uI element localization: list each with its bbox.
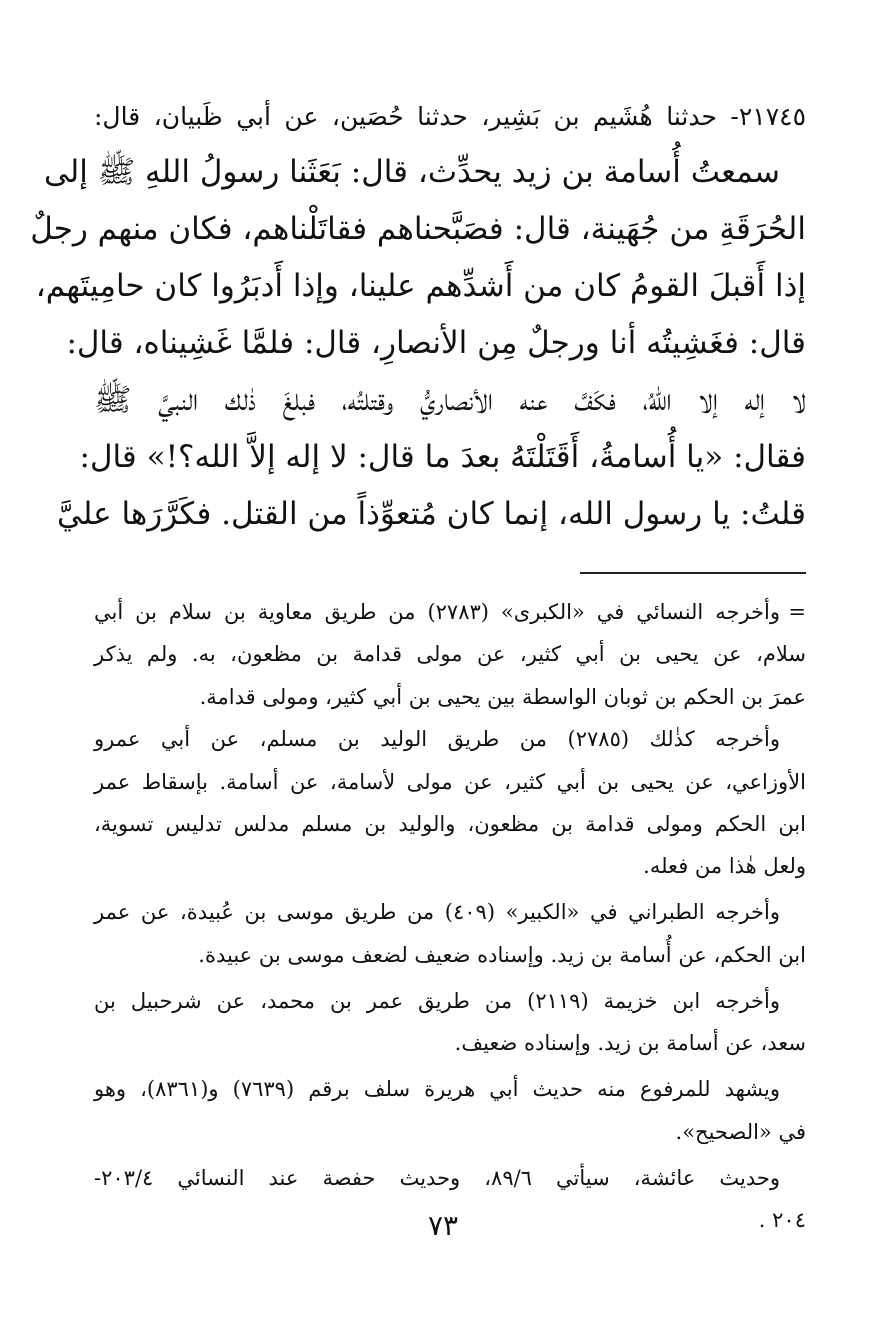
footnote-line: سلام، عن يحيى بن أبي كثير، عن مولى قدامة بن مظعون، به. ولم يذكر <box>94 642 806 667</box>
footnotes <box>94 592 806 1242</box>
footnote-line <box>94 592 806 632</box>
footnote-line: وحديث عائشة، سيأتي ٨٩/٦، وحديث حفصة عند النسائي ٢٠٣/٤- <box>94 1165 780 1190</box>
hadith-line: سمعتُ أُسامة بن زيد يحدِّث، قال: بَعَثَنا رسولُ اللهِ ﷺ إلى <box>43 154 780 190</box>
footnote-line: وأخرجه كذٰلك (٢٧٨٥) من طريق الوليد بن مسلم، عن أبي عمرو <box>94 727 780 752</box>
footnote-line: ويشهد للمرفوع منه حديث أبي هريرة سلف برقم (٧٦٣٩) و(٨٣٦١)، وهو <box>94 1077 780 1102</box>
hadith-line: إذا أَقبلَ القومُ كان من أَشدِّهم علينا، وإذا أَدبَرُوا كان حامِيتَهم، <box>35 268 806 304</box>
hadith-line: قال: فغَشِيتُه أنا ورجلٌ مِن الأنصارِ، قال: فلمَّا غَشِيناه، قال: <box>66 325 806 361</box>
hadith-heading: ٢١٧٤٥- حدثنا هُشَيم بن بَشِير، حدثنا حُصَين، عن أبي ظَبيان، قال: <box>94 102 806 131</box>
footnote-line-text: وأخرجه النسائي في «الكبرى» (٢٧٨٣) من طريق معاوية بن سلام بن أبي <box>94 600 780 624</box>
footnote-line: وأخرجه ابن خزيمة (٢١١٩) من طريق عمر بن محمد، عن شرحبيل بن <box>94 988 781 1013</box>
hadith-text <box>30 92 806 545</box>
footnote-line: سعد، عن أسامة بن زيد. وإسناده ضعيف. <box>454 1031 806 1056</box>
footnote-line: عمرَ بن الحكم بن ثوبان الواسطة بين يحيى بن أبي كثير، ومولى قدامة. <box>199 684 806 709</box>
footnote-line: في «الصحيح». <box>675 1119 806 1144</box>
hadith-line: قلتُ: يا رسول الله، إنما كان مُتعوِّذاً من القتل. فكَرَّرَها عليَّ <box>57 496 806 532</box>
hadith-line: الحُرَقَةِ من جُهَينة، قال: فصَبَّحناهم فقاتَلْناهم، فكان منهم رجلٌ <box>30 211 806 247</box>
footnote-separator <box>580 572 806 574</box>
hadith-line: فقال: «يا أُسامةُ، أَقَتَلْتَهُ بعدَ ما قال: لا إله إلاَّ الله؟!» قال: <box>79 439 806 475</box>
continuation-mark: = <box>788 600 806 624</box>
page-number: ٧٣ <box>427 1209 459 1242</box>
footnote-line: ولعل هٰذا من فعله. <box>643 854 806 879</box>
footnote-line: وأخرجه الطبراني في «الكبير» (٤٠٩) من طريق موسى بن عُبيدة، عن عمر <box>94 900 781 925</box>
footnote-line: ٢٠٤ . <box>758 1207 806 1232</box>
footnote-line: الأوزاعي، عن يحيى بن أبي كثير، عن مولى لأسامة، عن أسامة. بإسقاط عمر <box>94 769 806 794</box>
hadith-line: لا إله إلا اللهُ، فكَفَّ عنه الأنصاريُّ وقتلتُه، فبلغَ ذٰلك النبيَّ ﷺ <box>94 382 806 418</box>
footnote-line: ابن الحكم، عن أُسامة بن زيد. وإسناده ضعيف لضعف موسى بن عبيدة. <box>198 942 806 967</box>
footnote-line: ابن الحكم ومولى قدامة بن مظعون، والوليد بن مسلم مدلس تدليس تسوية، <box>94 811 806 836</box>
